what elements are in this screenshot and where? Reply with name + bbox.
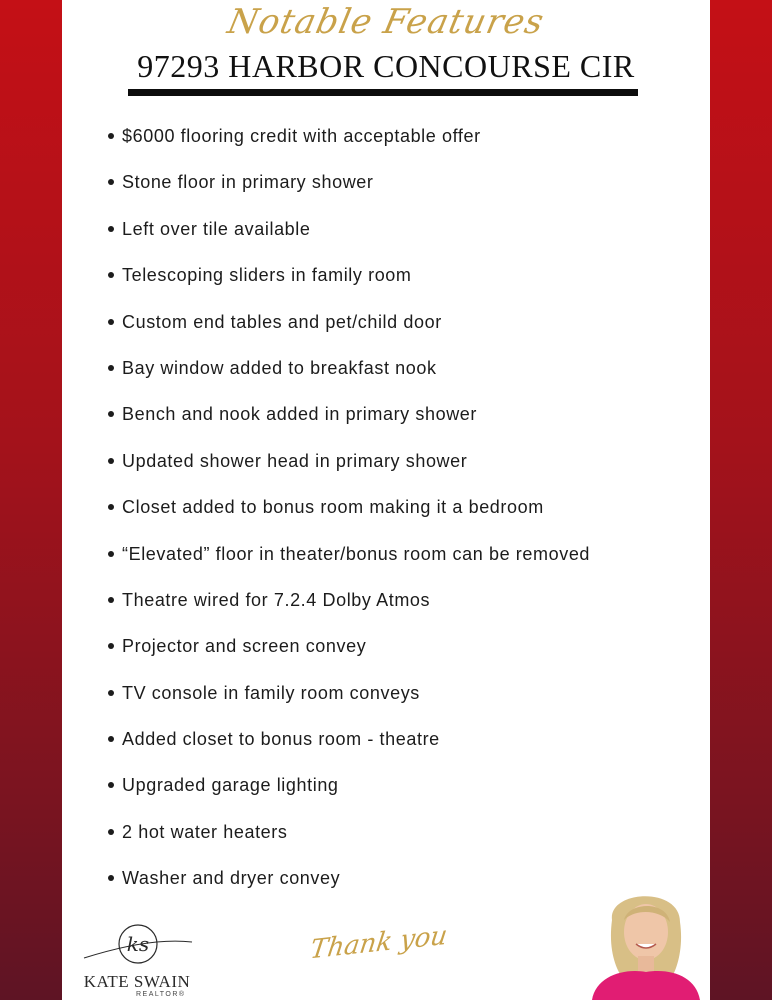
list-item: Theatre wired for 7.2.4 Dolby Atmos <box>108 577 590 623</box>
list-item: 2 hot water heaters <box>108 809 590 855</box>
list-item: Bay window added to breakfast nook <box>108 345 590 391</box>
monogram-icon <box>76 918 198 974</box>
title-underline <box>128 89 638 96</box>
flyer-panel <box>62 0 710 1000</box>
list-item: Telescoping sliders in family room <box>108 252 590 298</box>
kate-swain-logo <box>76 918 198 1000</box>
list-item: Projector and screen convey <box>108 623 590 669</box>
property-address: 97293 HARBOR CONCOURSE CIR <box>137 48 635 84</box>
thank-you-signature: Thank you <box>308 920 450 966</box>
logo-monogram: ks <box>126 932 150 956</box>
list-item: Custom end tables and pet/child door <box>108 299 590 345</box>
list-item: Added closet to bonus room - theatre <box>108 716 590 762</box>
list-item: “Elevated” floor in theater/bonus room can be removed <box>108 531 590 577</box>
logo-name: KATE SWAIN <box>83 972 191 991</box>
list-item: Left over tile available <box>108 206 590 252</box>
list-item: Washer and dryer convey <box>108 855 590 901</box>
list-item: $6000 flooring credit with acceptable offer <box>108 113 590 159</box>
notable-features-heading: Notable Features <box>224 2 548 42</box>
list-item: Upgraded garage lighting <box>108 762 590 808</box>
list-item: TV console in family room conveys <box>108 670 590 716</box>
list-item: Closet added to bonus room making it a bedroom <box>108 484 590 530</box>
features-list <box>108 113 590 902</box>
list-item: Stone floor in primary shower <box>108 159 590 205</box>
list-item: Bench and nook added in primary shower <box>108 391 590 437</box>
realtor-photo <box>584 880 708 1000</box>
logo-subtitle: REALTOR® <box>136 991 186 998</box>
list-item: Updated shower head in primary shower <box>108 438 590 484</box>
